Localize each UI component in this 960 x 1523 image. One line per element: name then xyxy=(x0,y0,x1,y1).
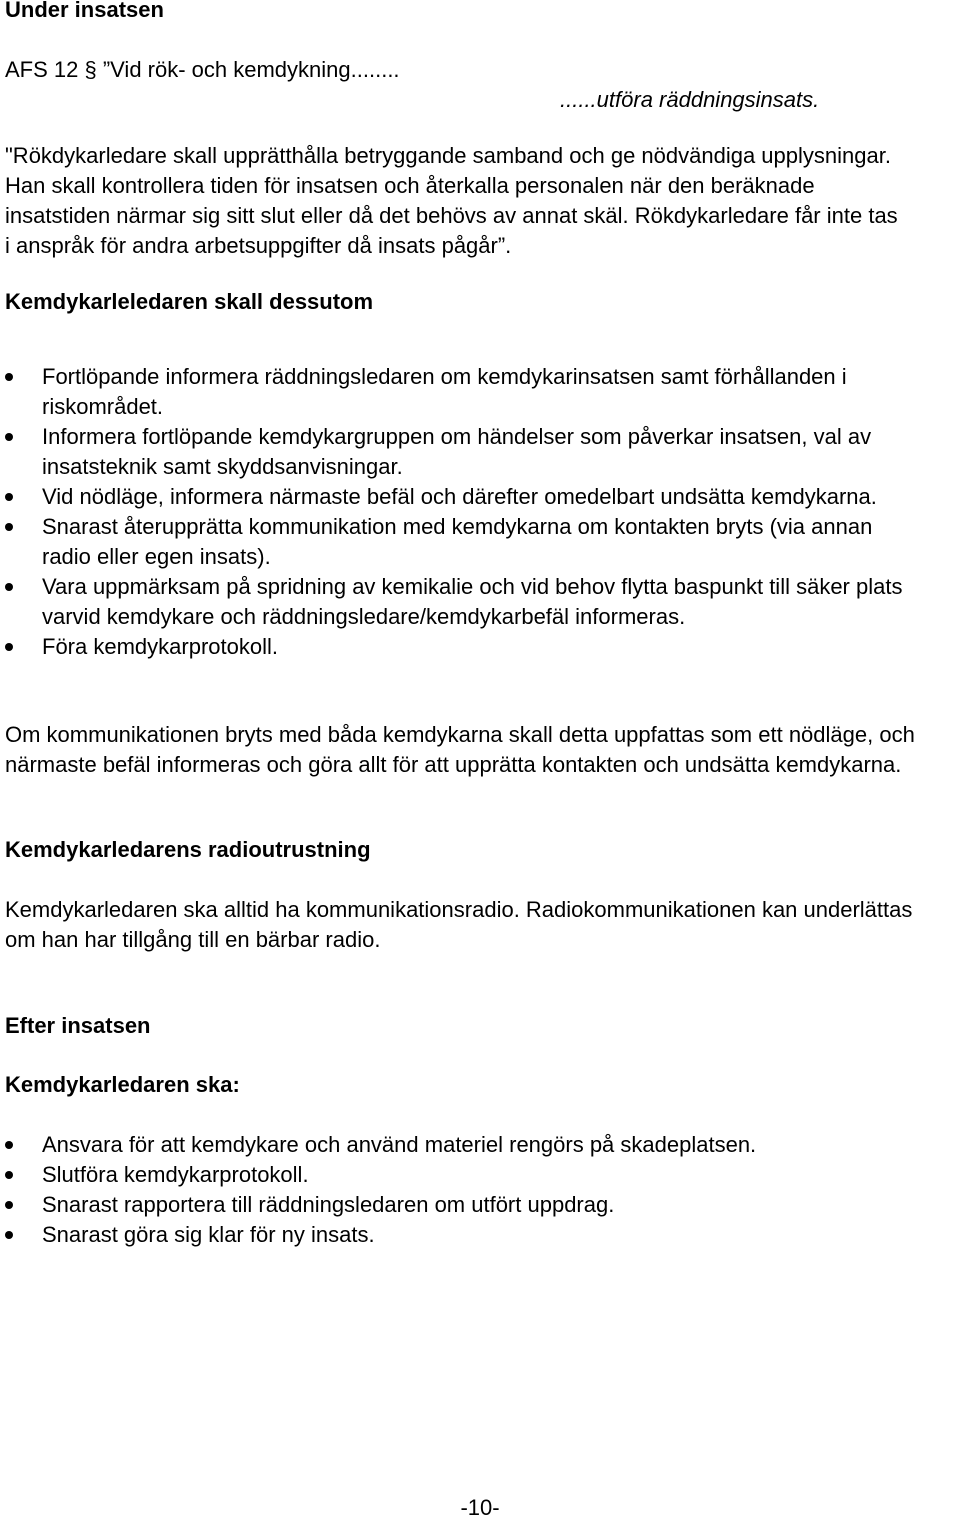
comm-text: Om kommunikationen bryts med båda kemdykarna skall detta uppfattas som ett nödläge, och närmaste befäl informeras och göra allt för att upprätta kontakten och undsätta kemdykarna. xyxy=(5,722,915,777)
section-heading: Kemdykarledarens radioutrustning xyxy=(5,837,371,862)
page-number: -10- xyxy=(460,1495,500,1520)
afs-reference xyxy=(5,55,960,115)
bullet-icon xyxy=(5,1231,13,1239)
bullet-icon xyxy=(5,1171,13,1179)
subheading-kem xyxy=(5,287,960,317)
quote-paragraph xyxy=(5,141,905,261)
heading-during xyxy=(5,0,960,25)
heading-radio xyxy=(5,835,960,865)
list-item: Vid nödläge, informera närmaste befäl och därefter omedelbart undsätta kemdykarna. xyxy=(5,482,925,512)
section-heading: Efter insatsen xyxy=(5,1013,151,1038)
list-item: Ansvara för att kemdykare och använd materiel rengörs på skadeplatsen. xyxy=(5,1130,925,1160)
bullet-icon xyxy=(5,1201,13,1209)
bullet-icon xyxy=(5,373,13,381)
section-heading: Under insatsen xyxy=(5,0,164,22)
list-item: Slutföra kemdykarprotokoll. xyxy=(5,1160,925,1190)
quote-text: "Rökdykarledare skall upprätthålla betryggande samband och ge nödvändiga upplysningar. Han skall kontrollera tiden för insatsen och återkalla personalen när den beräknade insatstiden närmar sig sitt slut eller då det behövs av annat skäl. Rökdykarledare får inte tas i anspråk för andra arbetsuppgifter då insats pågår”. xyxy=(5,143,898,258)
afs-line-1 xyxy=(5,55,960,85)
list-item: Snarast göra sig klar för ny insats. xyxy=(5,1220,925,1250)
bullet-icon xyxy=(5,1141,13,1149)
radio-text: Kemdykarledaren ska alltid ha kommunikationsradio. Radiokommunikationen kan underlättas om han har tillgång till en bärbar radio. xyxy=(5,897,913,952)
bullet-list-during xyxy=(5,362,925,662)
subheading-text: Kemdykarleledaren skall dessutom xyxy=(5,289,374,314)
heading-after xyxy=(5,1011,960,1041)
list-item: Snarast återupprätta kommunikation med kemdykarna om kontakten bryts (via annan radio eller egen insats). xyxy=(5,512,925,572)
communication-paragraph xyxy=(5,720,940,780)
list-item: Vara uppmärksam på spridning av kemikalie och vid behov flytta baspunkt till säker plats varvid kemdykare och räddningsledare/kemdykarbefäl informeras. xyxy=(5,572,925,632)
afs-line-2: ......utföra räddningsinsats. xyxy=(560,87,820,112)
afs-text-1: AFS 12 § ”Vid rök- och kemdykning........ xyxy=(5,57,400,82)
list-item: Snarast rapportera till räddningsledaren om utfört uppdrag. xyxy=(5,1190,925,1220)
subheading-text: Kemdykarledaren ska: xyxy=(5,1072,240,1097)
bullet-icon xyxy=(5,643,13,651)
bullet-list-after xyxy=(5,1130,925,1250)
list-item: Föra kemdykarprotokoll. xyxy=(5,632,925,662)
bullet-icon xyxy=(5,433,13,441)
radio-paragraph xyxy=(5,895,930,955)
bullet-icon xyxy=(5,493,13,501)
subheading-after xyxy=(5,1070,960,1100)
bullet-icon xyxy=(5,583,13,591)
list-item: Informera fortlöpande kemdykargruppen om händelser som påverkar insatsen, val av insatsteknik samt skyddsanvisningar. xyxy=(5,422,925,482)
list-item: Fortlöpande informera räddningsledaren om kemdykarinsatsen samt förhållanden i riskområdet. xyxy=(5,362,925,422)
bullet-icon xyxy=(5,523,13,531)
